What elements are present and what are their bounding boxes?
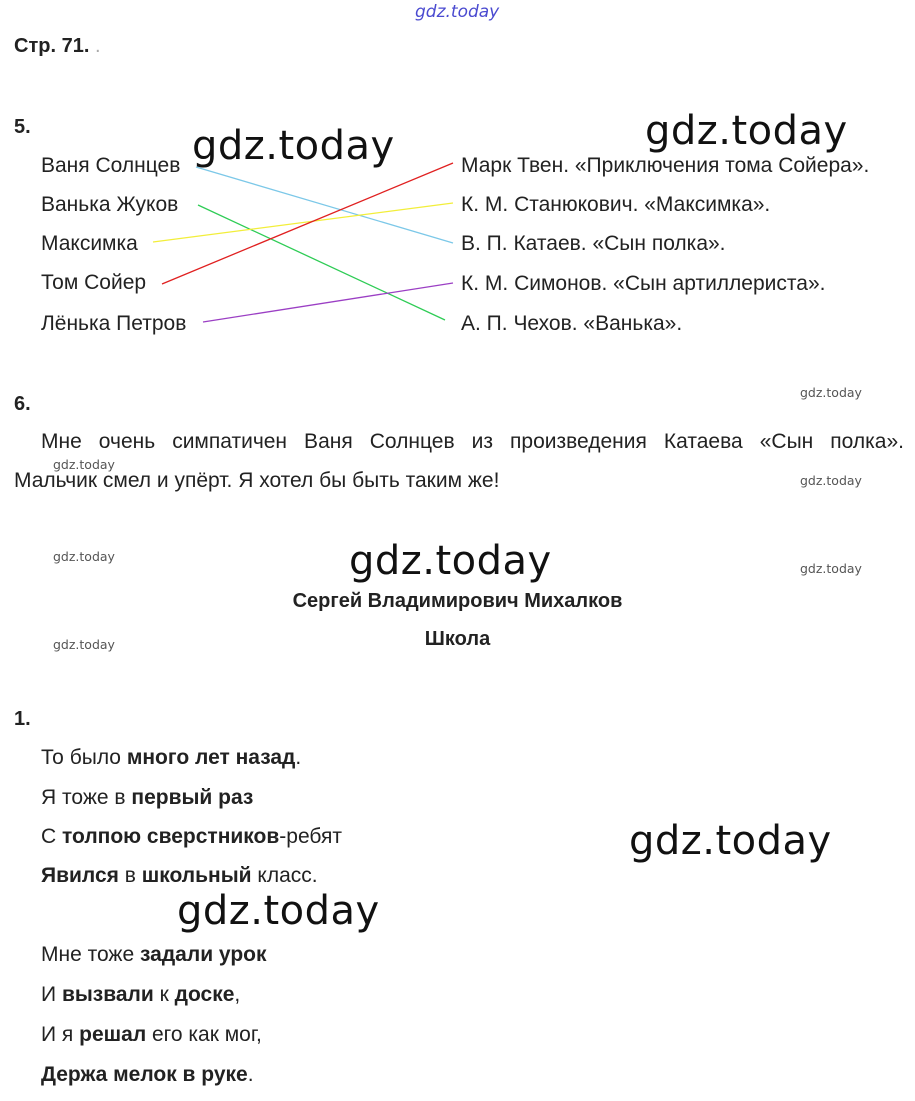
match-line xyxy=(153,203,453,242)
poem-line xyxy=(41,1064,254,1085)
work-item: К. М. Станюкович. «Максимка». xyxy=(461,193,771,216)
watermark-small: gdz.today xyxy=(800,473,862,488)
poem-line-bold: задали урок xyxy=(140,943,267,966)
poem-line-text: к xyxy=(153,983,175,1006)
character-item: Ванька Жуков xyxy=(41,193,179,216)
task5-number: 5. xyxy=(14,116,31,138)
poem-line-bold: Держа мелок в руке xyxy=(41,1063,248,1086)
poem-line xyxy=(41,984,240,1005)
poem-line-bold: решал xyxy=(79,1023,147,1046)
poem-line xyxy=(41,747,301,768)
watermark-small: gdz.today xyxy=(800,385,862,400)
poem-line-text: -ребят xyxy=(279,825,342,848)
poem-line-bold: толпою сверстников xyxy=(62,825,280,848)
poem-line-bold: доске xyxy=(174,983,235,1006)
poem-line xyxy=(41,787,253,808)
page-label-dot: . xyxy=(94,35,101,57)
poem-line-text: Мне тоже xyxy=(41,943,140,966)
character-item: Лёнька Петров xyxy=(41,312,187,335)
poem-line-text: Я тоже в xyxy=(41,786,132,809)
character-item: Том Сойер xyxy=(41,271,147,294)
poem-line-bold: много лет назад xyxy=(126,746,296,769)
page-label-text: Стр. 71. xyxy=(14,35,90,57)
poem-line-bold: школьный xyxy=(141,864,252,887)
poem-line-text: И я xyxy=(41,1023,80,1046)
watermark-small: gdz.today xyxy=(53,549,115,564)
watermark-large: gdz.today xyxy=(177,888,380,934)
poem-line-text: С xyxy=(41,825,62,848)
poem-line-bold: Явился xyxy=(41,864,119,887)
poem-line-text: . xyxy=(247,1063,254,1086)
task6-line2: Мальчик смел и упёрт. Я хотел бы быть таким же! xyxy=(14,469,500,492)
watermark-small: gdz.today xyxy=(800,561,862,576)
task6-line1: Мне очень симпатичен Ваня Солнцев из произведения Катаева «Сын полка». xyxy=(41,430,904,453)
watermark-large: gdz.today xyxy=(192,123,395,169)
match-line xyxy=(203,283,453,322)
poem-line xyxy=(41,944,267,965)
poem-line-bold: первый раз xyxy=(131,786,254,809)
work-item: Марк Твен. «Приключения тома Сойера». xyxy=(461,154,870,177)
poem-line-text: То было xyxy=(41,746,127,769)
watermark-large: gdz.today xyxy=(349,538,552,584)
watermark-small: gdz.today xyxy=(53,457,115,472)
poem-line-text: . xyxy=(295,746,302,769)
poem-line-text: класс. xyxy=(251,864,318,887)
poem-line-text: , xyxy=(234,983,241,1006)
character-item: Ваня Солнцев xyxy=(41,154,181,177)
poem-line-text: его как мог, xyxy=(146,1023,262,1046)
author-name: Сергей Владимирович Михалков xyxy=(292,590,623,612)
poem-line xyxy=(41,865,318,886)
watermark-large: gdz.today xyxy=(629,818,832,864)
match-line xyxy=(198,205,445,320)
work-item: К. М. Симонов. «Сын артиллериста». xyxy=(461,272,826,295)
watermark-small: gdz.today xyxy=(53,637,115,652)
task1-number: 1. xyxy=(14,708,31,730)
match-line xyxy=(162,163,453,284)
task6-number: 6. xyxy=(14,393,31,415)
poem-line-text: в xyxy=(118,864,142,887)
poem-line xyxy=(41,1024,262,1045)
poem-line-text: И xyxy=(41,983,62,1006)
watermark-top: gdz.today xyxy=(415,2,500,22)
watermark-large: gdz.today xyxy=(645,108,848,154)
character-item: Максимка xyxy=(41,232,138,255)
poem-title: Школа xyxy=(424,628,491,650)
work-item: А. П. Чехов. «Ванька». xyxy=(461,312,683,335)
poem-line-bold: вызвали xyxy=(61,983,154,1006)
work-item: В. П. Катаев. «Сын полка». xyxy=(461,232,726,255)
poem-line xyxy=(41,826,342,847)
